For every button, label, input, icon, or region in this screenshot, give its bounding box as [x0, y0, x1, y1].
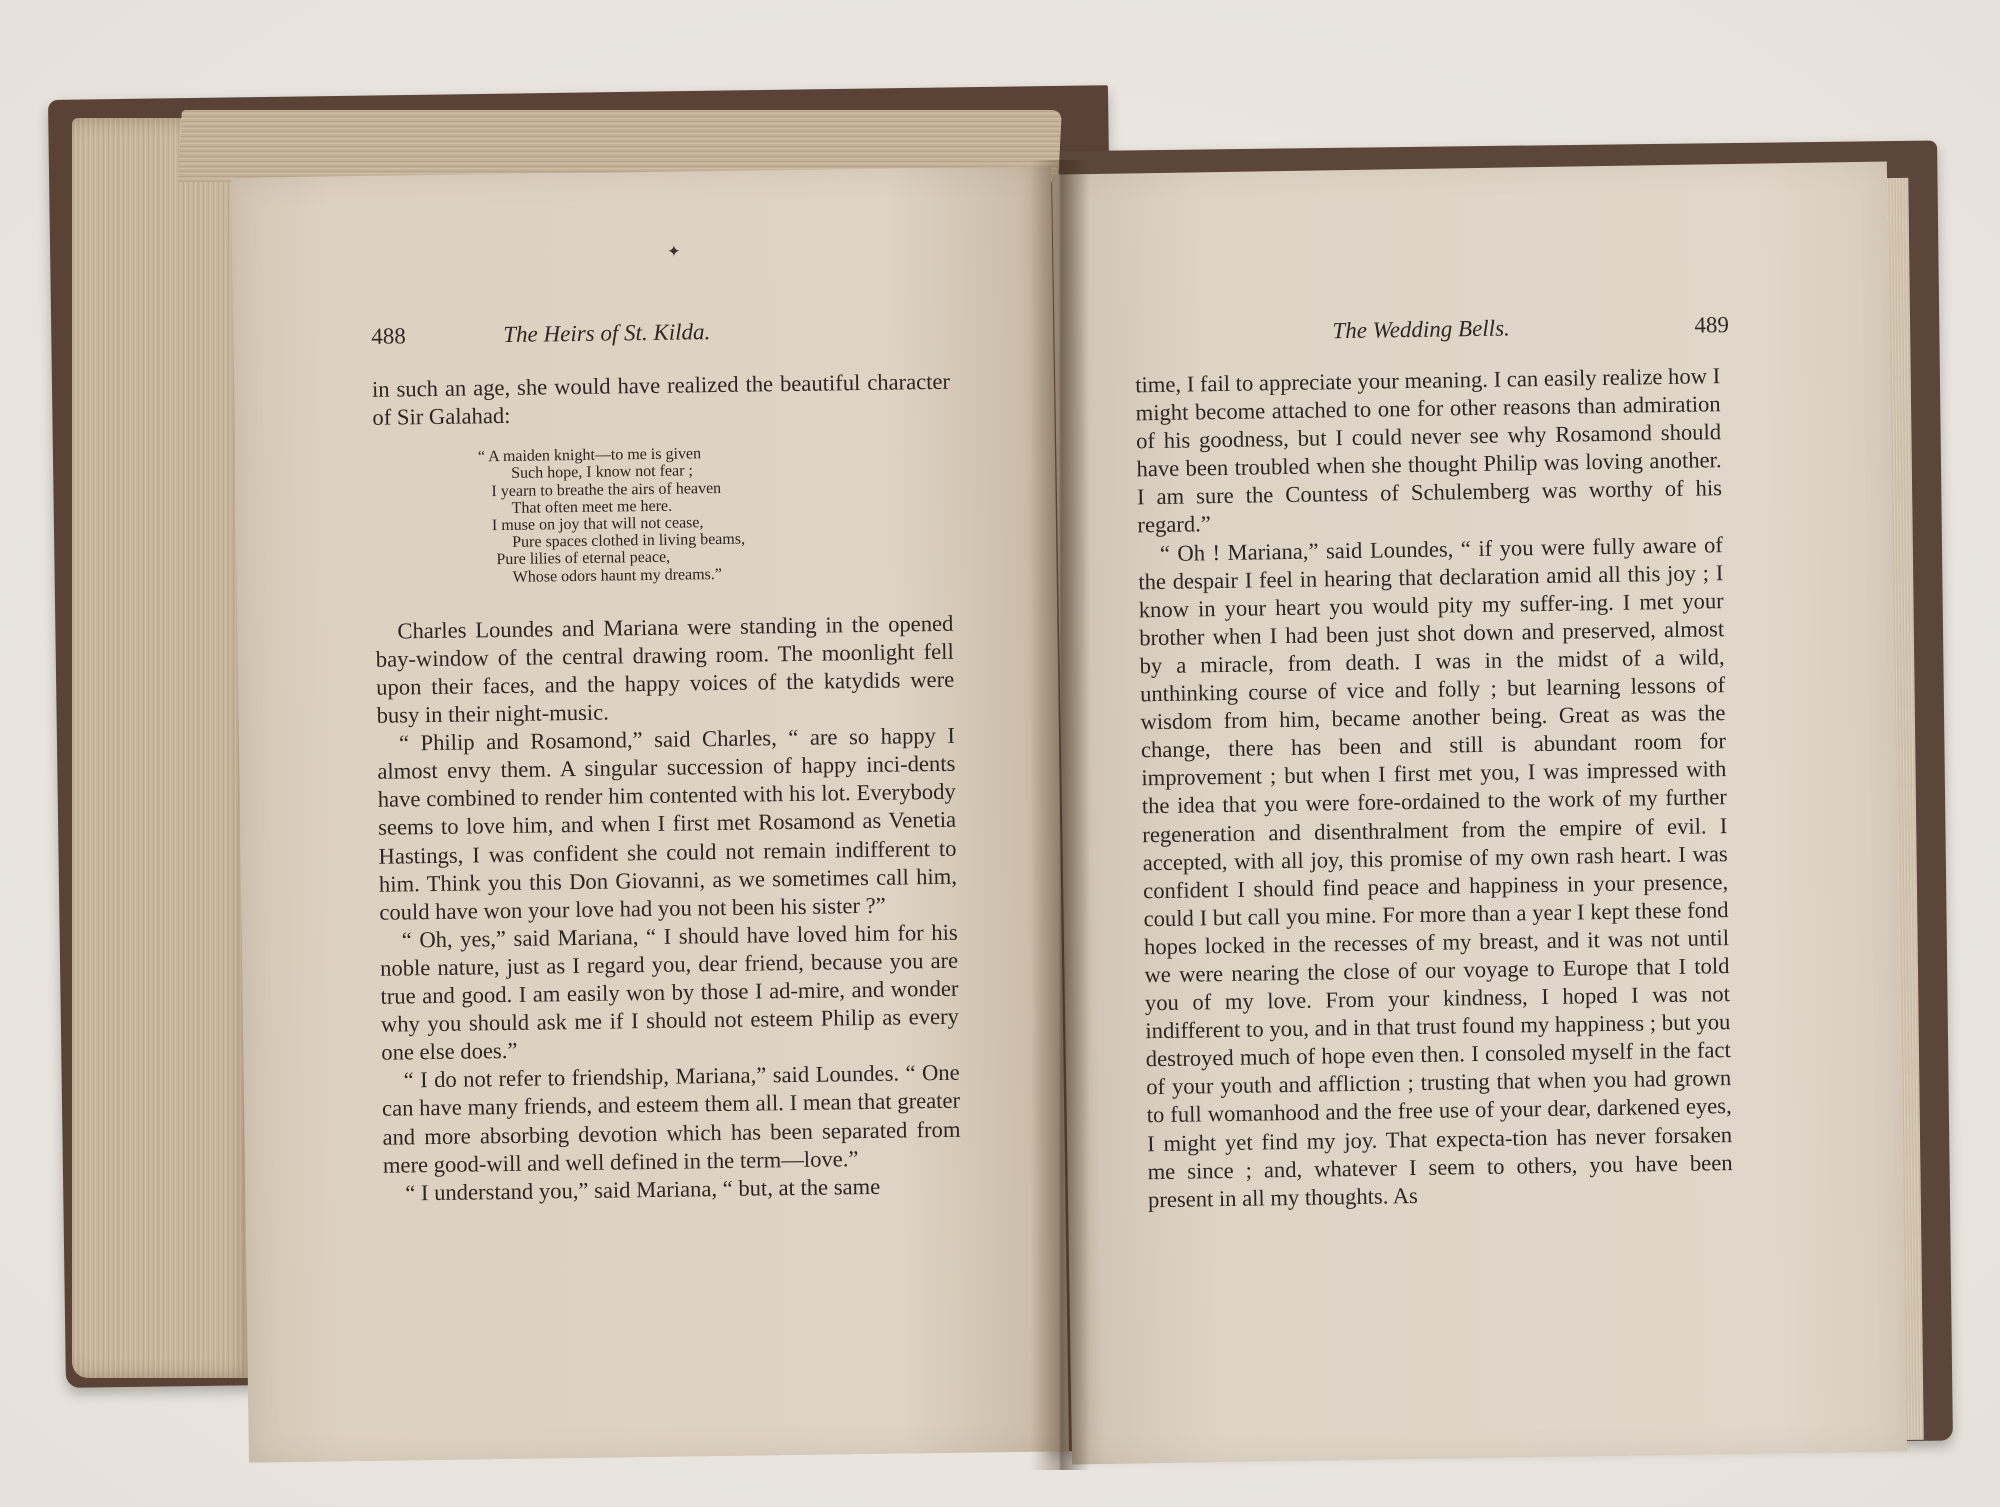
poem-line: I muse on joy that will not cease, — [491, 514, 704, 535]
poem-line: Such hope, I know not fear ; — [511, 462, 694, 483]
right-page — [1052, 162, 1907, 1465]
paragraph: “ I do not refer to friendship, Mariana,” said Loundes. “ One can have many friends, and esteem them all. I mean that greater and more absorbing devotion which has been separated from mere good-will and well defined in the term—love.” — [381, 1060, 961, 1178]
running-title: The Heirs of St. Kilda. — [503, 319, 711, 348]
page-number: 489 — [1694, 312, 1730, 338]
left-page — [231, 166, 1069, 1462]
paragraph: “ Philip and Rosamond,” said Charles, “ are so happy I almost envy them. A singular succession of happy inci-dents have combined to render him contented with his lot. Everybody seems to love him, and when I first met Rosamond as Venetia Hastings, I was confident she could not remain indifferent to him. Think you this Don Giovanni, as we sometimes call him, could have won your love had you not been his sister ?” — [377, 722, 958, 925]
left-page-text — [372, 368, 962, 1208]
paragraph: in such an age, she would have realized the beautiful character of Sir Galahad: — [371, 368, 951, 430]
page-number: 488 — [371, 323, 406, 349]
left-page-edges — [72, 118, 252, 1378]
poem-stanza — [373, 442, 953, 588]
running-title: The Wedding Bells. — [1332, 315, 1510, 344]
poem-line: Whose odors haunt my dreams.” — [512, 565, 723, 586]
paragraph: “ Oh, yes,” said Mariana, “ I should have loved him for his noble nature, just as I regard you, dear friend, because you are true and good. I am easily won by those I ad-mire, and wonder why you should ask me if I should not esteem Philip as every one else does.” — [379, 919, 960, 1065]
poem-line: Pure lilies of eternal peace, — [496, 549, 671, 569]
paragraph: “ Oh ! Mariana,” said Loundes, “ if you were fully aware of the despair I feel in hearing that declaration amid all this joy ; I know in your heart you would pity my suffer-ing. I met your brother when I had been just shot down and preserved, almost by a miracle, from death. I was in the midst of a wild, unthinking course of vice and folly ; but learning lessons of wisdom from him, became another being. Great as was the change, there has been and still is abundant room for improvement ; but when I first met you, I was impressed with the idea that you were fore-ordained to the work of my further regeneration and disenthralment from the empire of evil. I accepted, with all joy, this promise of my own rash heart. I was confident I should find peace and happiness in your presence, could I but call you mine. For more than a year I kept these fond hopes locked in the recesses of my breast, and it was not until we were nearing the close of our voyage to Europe that I told you of my love. From your kindness, I hoped I was not indifferent to you, and in that trust found my happiness ; but you destroyed much of hope even then. I consoled myself in the fact of your youth and affliction ; trusting that when you had grown to full womanhood and the free use of your dear, darkened eyes, I might yet find my joy. That expecta-tion has never forsaken me since ; and, whatever I seem to others, you have been present in all my thoughts. As — [1138, 531, 1733, 1212]
top-printer-mark: ✦ — [667, 243, 681, 261]
poem-line: “ A maiden knight—to me is given — [477, 445, 702, 466]
paragraph: Charles Loundes and Mariana were standing in the opened bay-window of the central drawing room. The moonlight fell upon their faces, and the happy voices of the katydids were busy in their night-music. — [375, 610, 955, 728]
paragraph: “ I understand you,” said Mariana, “ but, at the same — [405, 1173, 881, 1206]
poem-line: I yearn to breathe the airs of heaven — [491, 479, 722, 500]
gutter-shadow — [1030, 160, 1090, 1470]
right-page-text — [1135, 362, 1733, 1214]
poem-line: That often meet me here. — [511, 497, 673, 517]
poem-line: Pure spaces clothed in living beams, — [512, 530, 746, 552]
paragraph: time, I fail to appreciate your meaning. I can easily realize how I might become attached to one for other reasons than admiration of his goodness, but I could never see why Rosamond should have been troubled when she thought Philip was loving another. I am sure the Countess of Schulemberg was worthy of his regard.” — [1135, 363, 1723, 538]
